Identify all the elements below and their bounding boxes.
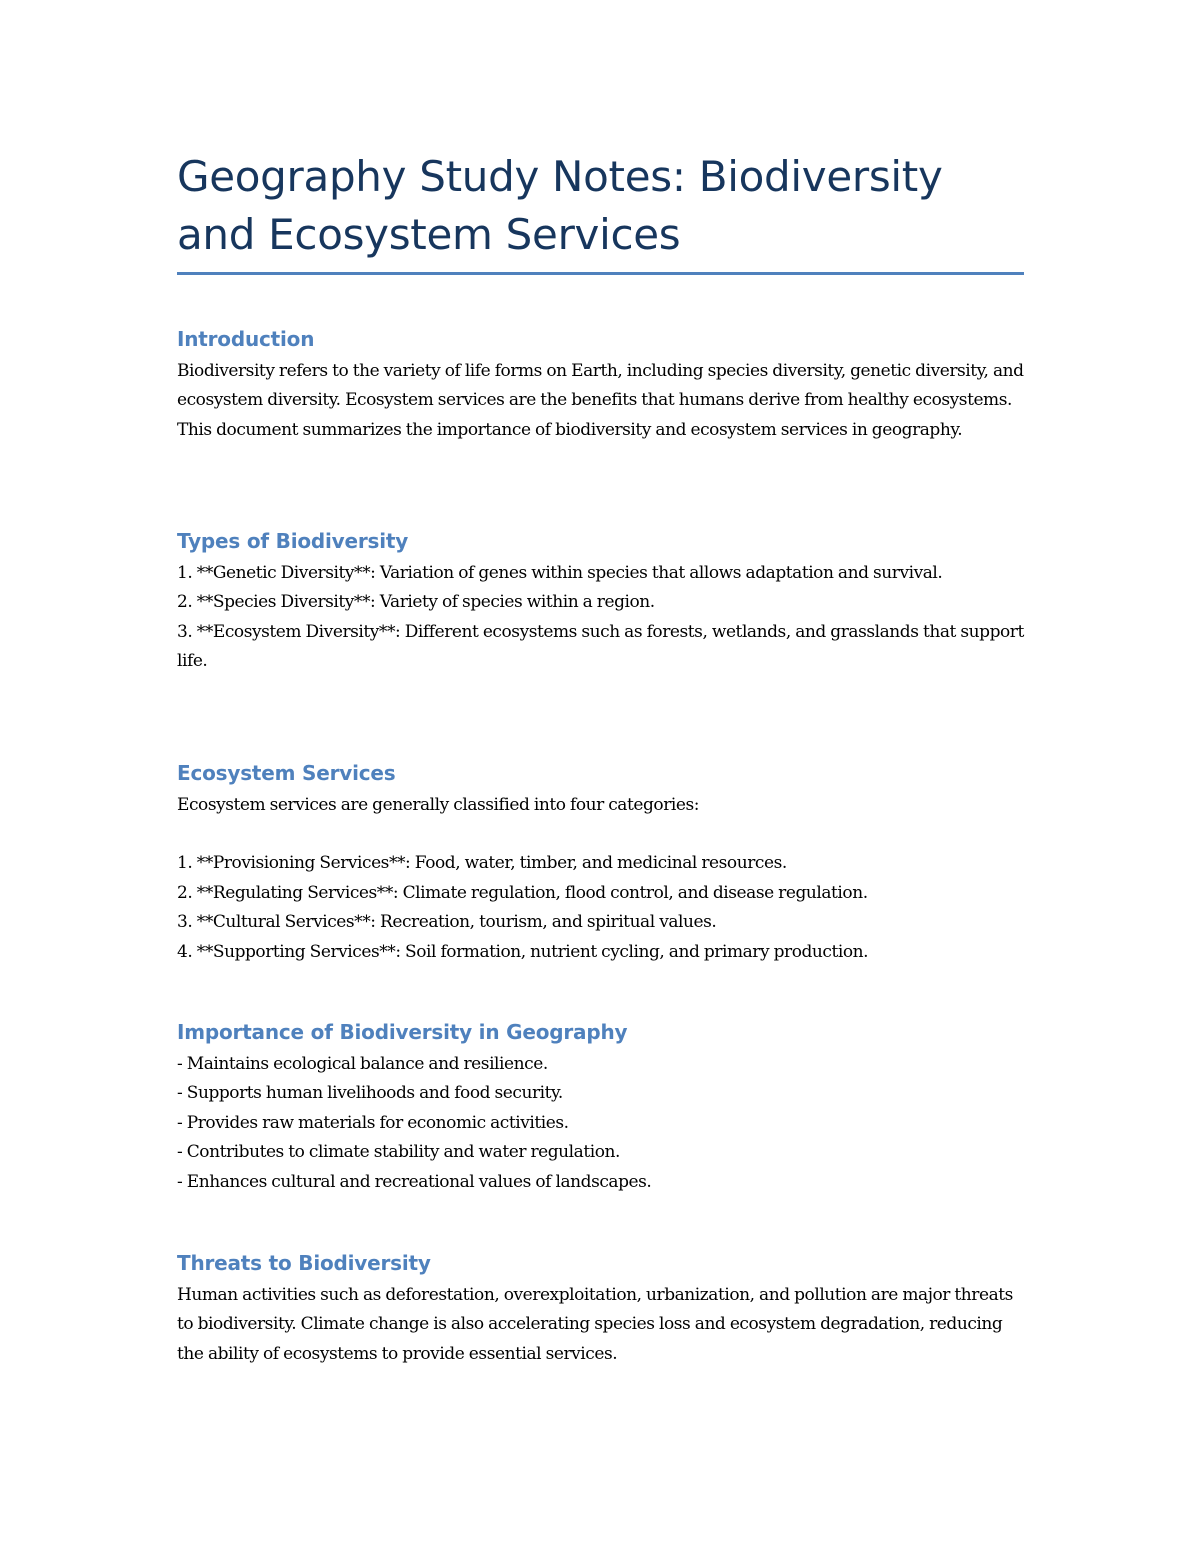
section-types-of-biodiversity: [177, 528, 1027, 677]
section-heading: Importance of Biodiversity in Geography: [177, 1020, 628, 1044]
list-item: 1. **Provisioning Services**: Food, water, timber, and medicinal resources.: [177, 853, 787, 874]
biodiversity-types-list: [177, 559, 1027, 677]
list-item: 3. **Cultural Services**: Recreation, tourism, and spiritual values.: [177, 912, 717, 933]
section-paragraph: Biodiversity refers to the variety of life forms on Earth, including species diversity, genetic diversity, and ecosystem diversity. Ecosystem services are the benefits that humans derive from healthy ecosystems. This document summarizes the importance of biodiversity and ecosystem services in geography.: [177, 361, 1024, 440]
list-item: 3. **Ecosystem Diversity**: Different ecosystems such as forests, wetlands, and grasslands that support life.: [177, 621, 1024, 672]
list-item: 2. **Regulating Services**: Climate regulation, flood control, and disease regulation.: [177, 882, 868, 903]
list-item: - Provides raw materials for economic activities.: [177, 1112, 569, 1133]
section-paragraph: Human activities such as deforestation, overexploitation, urbanization, and pollution are major threats to biodiversity. Climate change is also accelerating species loss and ecosystem degradation, reducing the ability of ecosystems to provide essential services.: [177, 1285, 1013, 1364]
section-heading: Introduction: [177, 327, 315, 351]
section-heading: Types of Biodiversity: [177, 529, 409, 553]
list-item: 2. **Species Diversity**: Variety of species within a region.: [177, 592, 655, 613]
section-threats-to-biodiversity: [177, 1250, 1027, 1369]
list-item: 1. **Genetic Diversity**: Variation of genes within species that allows adaptation and survival.: [177, 563, 943, 583]
list-item: 4. **Supporting Services**: Soil formation, nutrient cycling, and primary production.: [177, 941, 869, 962]
importance-list: [177, 1050, 1027, 1197]
section-heading: Ecosystem Services: [177, 761, 396, 785]
section-ecosystem-services: [177, 760, 1027, 967]
title-underline: [177, 272, 1024, 275]
document-title: Geography Study Notes: Biodiversity and Ecosystem Services: [177, 152, 943, 259]
list-item: - Contributes to climate stability and water regulation.: [177, 1142, 620, 1163]
section-heading: Threats to Biodiversity: [177, 1251, 431, 1275]
section-paragraph: Ecosystem services are generally classified into four categories:: [177, 795, 700, 815]
section-importance-of-biodiversity: [177, 1019, 1027, 1197]
section-introduction: [177, 326, 1027, 445]
ecosystem-services-list: [177, 849, 1027, 967]
list-item: - Supports human livelihoods and food security.: [177, 1083, 563, 1104]
list-item: - Maintains ecological balance and resilience.: [177, 1054, 548, 1074]
list-item: - Enhances cultural and recreational values of landscapes.: [177, 1171, 652, 1192]
